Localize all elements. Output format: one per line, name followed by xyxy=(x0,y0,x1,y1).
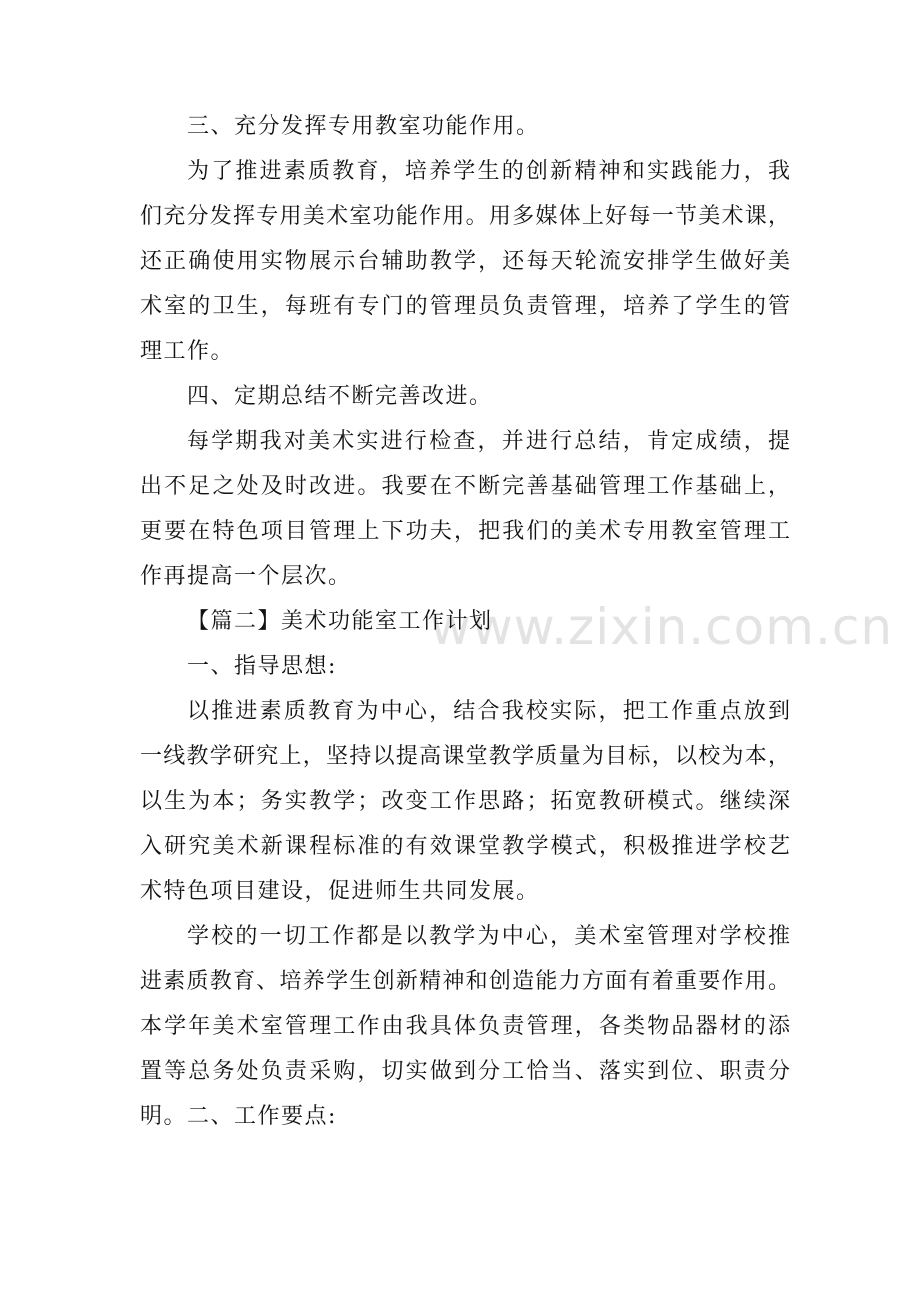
watermark-text: www.zixin.com.cn xyxy=(430,598,894,656)
section-heading-3: 三、充分发挥专用教室功能作用。 xyxy=(187,114,540,139)
section-heading-4: 四、定期总结不断完善改进。 xyxy=(187,384,493,409)
paragraph-line: 学校的一切工作都是以教学为中心，美术室管理对学校推 xyxy=(187,924,790,949)
paragraph-line: 更要在特色项目管理上下功夫，把我们的美术专用教室管理工 xyxy=(140,519,790,544)
document-body xyxy=(140,104,790,1139)
paragraph-line: 入研究美术新课程标准的有效课堂教学模式，积极推进学校艺 xyxy=(140,834,790,859)
paragraph-line: 每学期我对美术实进行检查，并进行总结，肯定成绩，提 xyxy=(187,429,790,454)
paragraph-line: 一线教学研究上，坚持以提高课堂教学质量为目标，以校为本， xyxy=(140,744,790,769)
paragraph-line: 本学年美术室管理工作由我具体负责管理，各类物品器材的添 xyxy=(140,1014,790,1039)
paragraph-line: 们充分发挥专用美术室功能作用。用多媒体上好每一节美术课， xyxy=(140,204,790,229)
paragraph-line: 明。二、工作要点: xyxy=(140,1104,337,1129)
paragraph-line: 术室的卫生，每班有专门的管理员负责管理，培养了学生的管 xyxy=(140,294,790,319)
paragraph-line: 理工作。 xyxy=(140,339,235,364)
paragraph-line: 以推进素质教育为中心，结合我校实际，把工作重点放到 xyxy=(187,699,790,724)
paragraph-line: 作再提高一个层次。 xyxy=(140,564,352,589)
paragraph-line: 还正确使用实物展示台辅助教学，还每天轮流安排学生做好美 xyxy=(140,249,790,274)
paragraph-line: 进素质教育、培养学生创新精神和创造能力方面有着重要作用。 xyxy=(140,969,790,994)
paragraph-line: 出不足之处及时改进。我要在不断完善基础管理工作基础上， xyxy=(140,474,790,499)
paragraph-line: 术特色项目建设，促进师生共同发展。 xyxy=(140,879,540,904)
paragraph-line: 为了推进素质教育，培养学生的创新精神和实践能力，我 xyxy=(187,159,790,184)
article-title: 【篇二】美术功能室工作计划 xyxy=(187,609,493,634)
section-heading-1: 一、指导思想: xyxy=(187,654,337,679)
paragraph-line: 以生为本；务实教学；改变工作思路；拓宽教研模式。继续深 xyxy=(140,789,790,814)
paragraph-line: 置等总务处负责采购，切实做到分工恰当、落实到位、职责分 xyxy=(140,1059,790,1084)
